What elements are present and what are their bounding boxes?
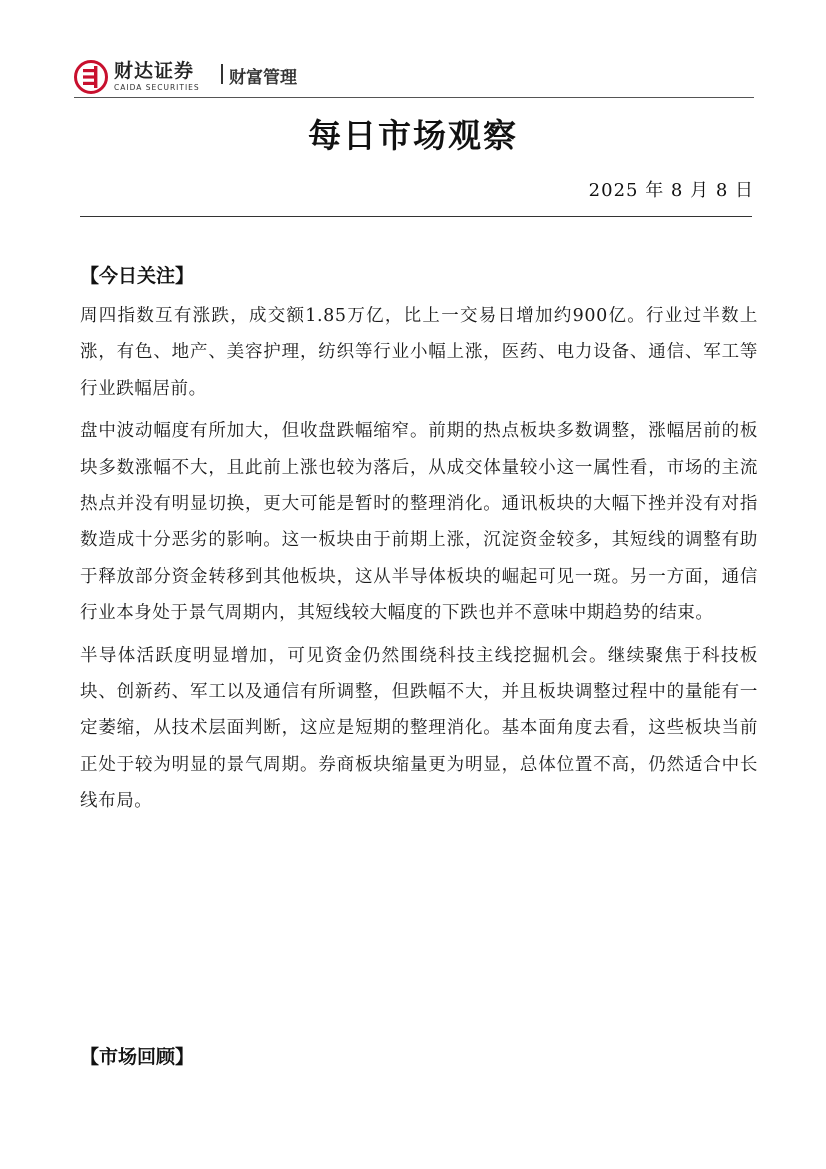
caida-logo-icon — [74, 60, 108, 94]
brand-english-name: CAIDA SECURITIES — [114, 83, 200, 92]
date-divider — [80, 216, 752, 217]
brand-separator — [221, 64, 223, 84]
section-body-today-focus — [80, 298, 758, 826]
page-header — [74, 58, 754, 98]
section-heading-market-review: 【市场回顾】 — [80, 1046, 195, 1068]
header-divider — [74, 97, 754, 98]
brand-subtitle: 财富管理 — [229, 68, 297, 88]
document-date: 2025 年 8 月 8 日 — [588, 180, 754, 201]
document-title: 每日市场观察 — [308, 116, 518, 155]
brand-name: 财达证券 — [114, 60, 195, 82]
paragraph: 周四指数互有涨跌，成交额1.85万亿，比上一交易日增加约900亿。行业过半数上涨，有色、地产、美容护理，纺织等行业小幅上涨，医药、电力设备、通信、军工等行业跌幅居前。 — [80, 306, 758, 399]
paragraph: 半导体活跃度明显增加，可见资金仍然围绕科技主线挖掘机会。继续聚焦于科技板块、创新药、军工以及通信有所调整，但跌幅不大，并且板块调整过程中的量能有一定萎缩，从技术层面判断，这应是短期的整理消化。基本面角度去看，这些板块当前正处于较为明显的景气周期。券商板块缩量更为明显，总体位置不高，仍然适合中长线布局。 — [80, 645, 758, 812]
paragraph: 盘中波动幅度有所加大，但收盘跌幅缩窄。前期的热点板块多数调整，涨幅居前的板块多数涨幅不大，且此前上涨也较为落后，从成交体量较小这一属性看，市场的主流热点并没有明显切换，更大可能是暂时的整理消化。通讯板块的大幅下挫并没有对指数造成十分恶劣的影响。这一板块由于前期上涨，沉淀资金较多，其短线的调整有助于释放部分资金转移到其他板块，这从半导体板块的崛起可见一斑。另一方面，通信行业本身处于景气周期内，其短线较大幅度的下跌也并不意味中期趋势的结束。 — [80, 421, 758, 624]
section-heading-today-focus: 【今日关注】 — [80, 265, 195, 287]
